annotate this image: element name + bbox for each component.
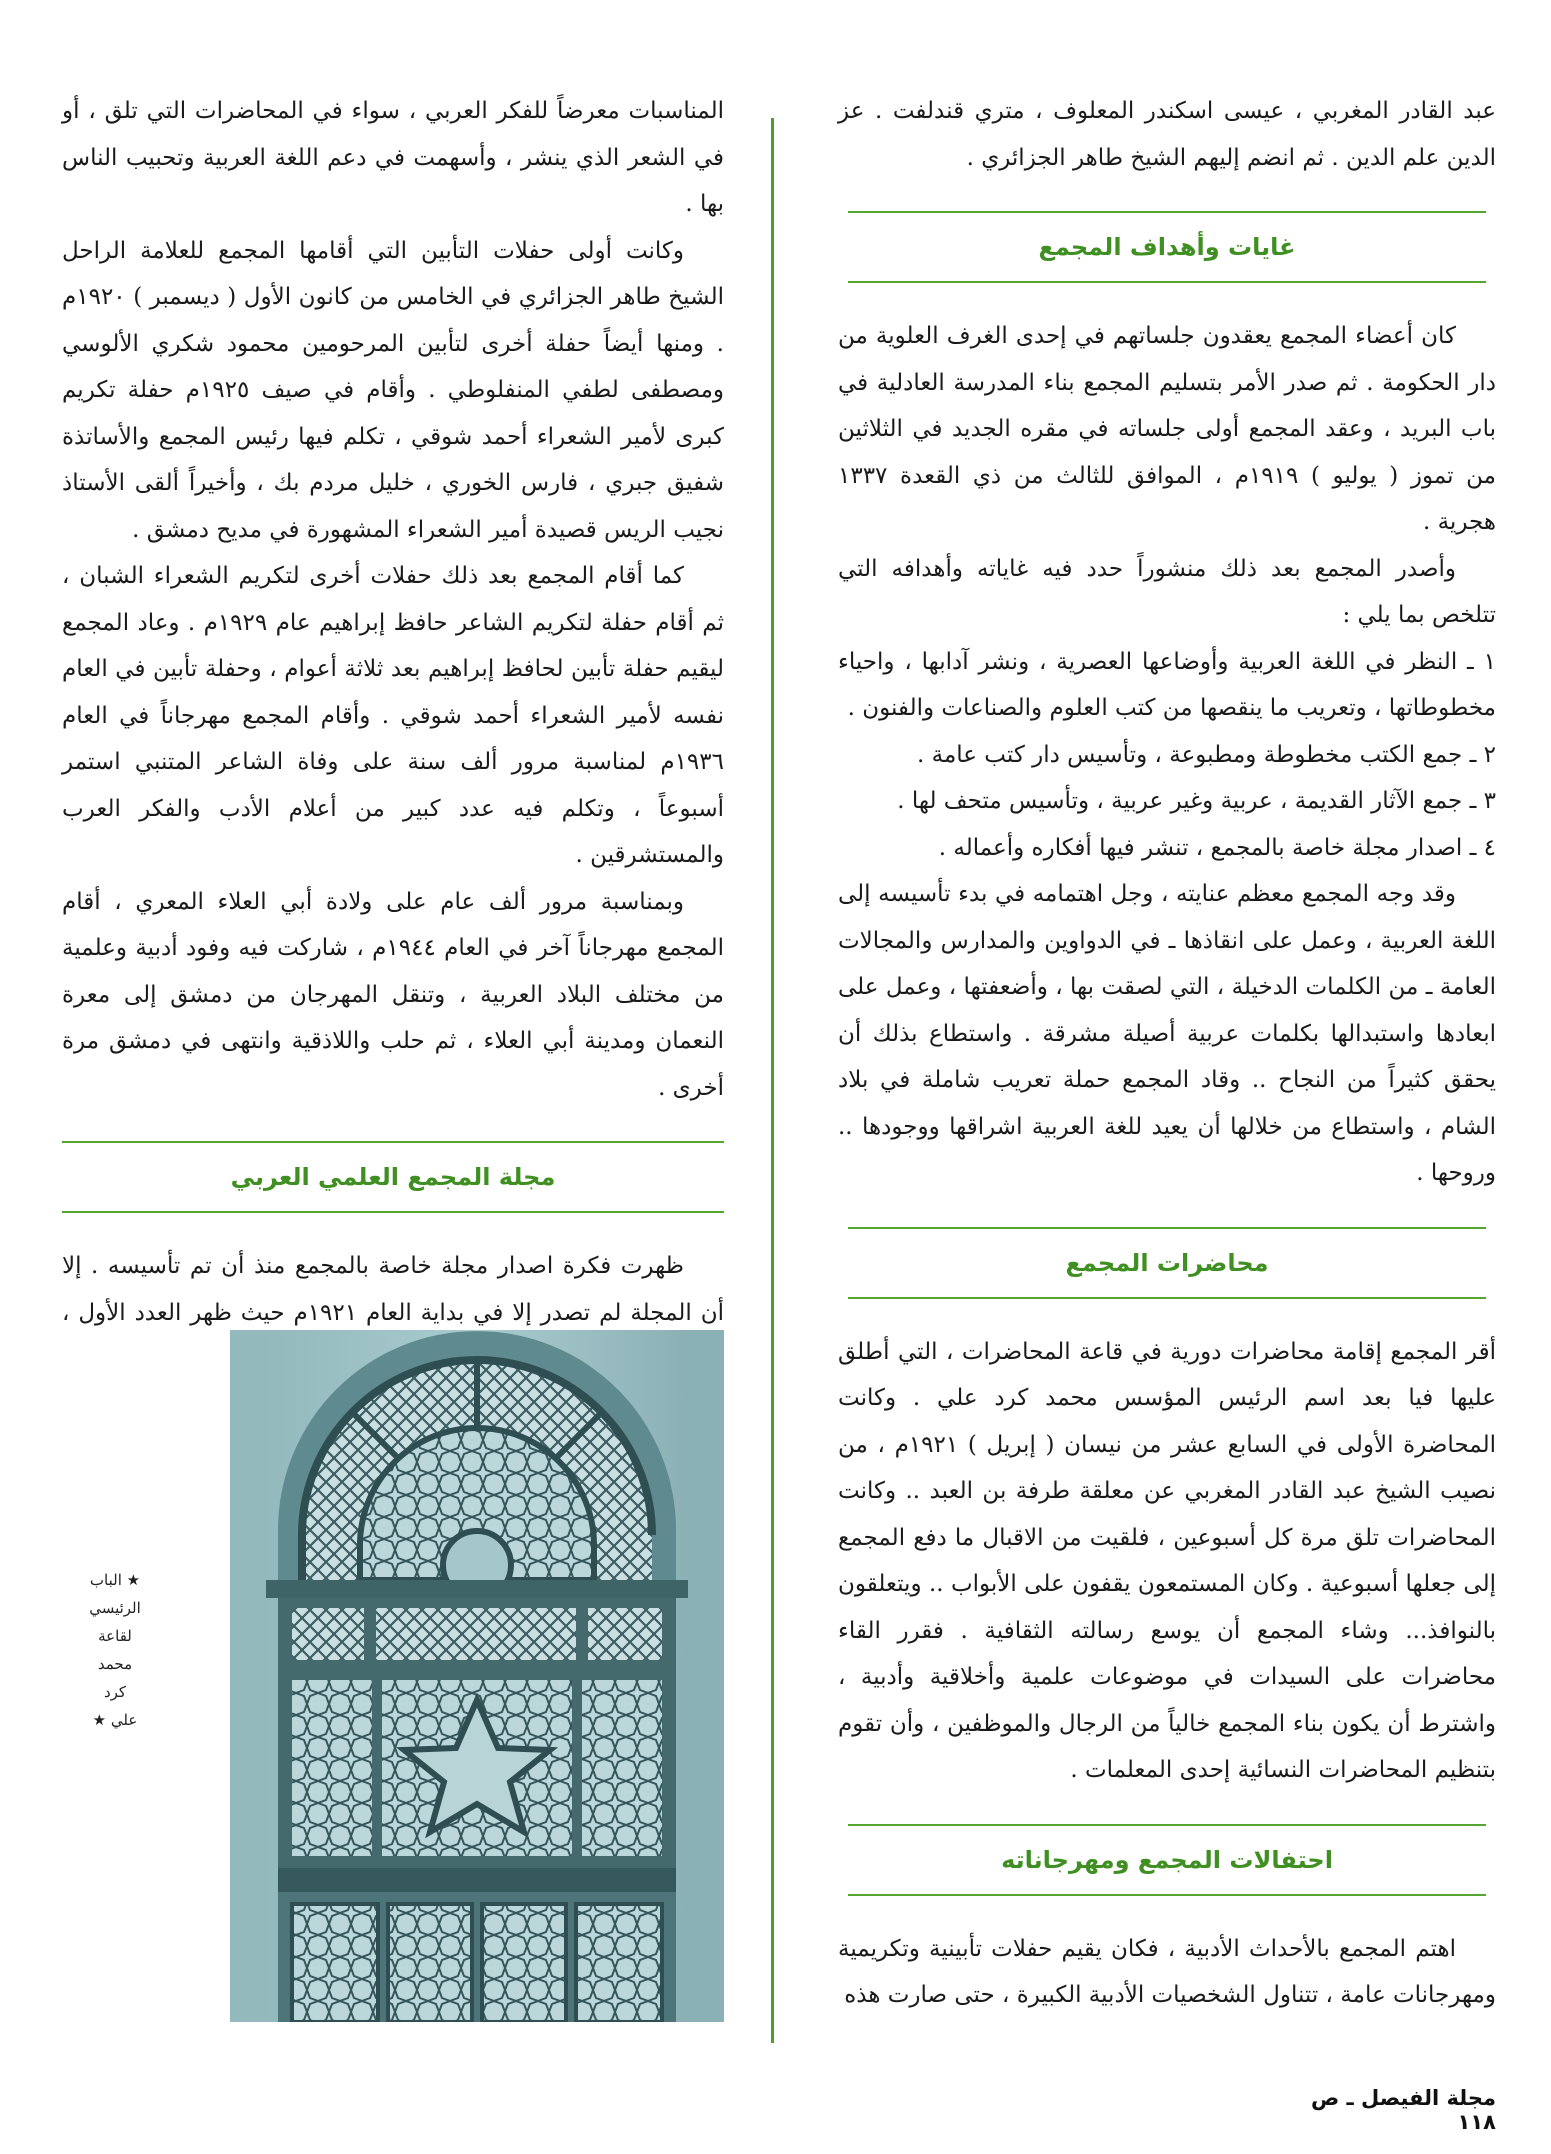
body-paragraph: كان أعضاء المجمع يعقدون جلساتهم في إحدى الغرف العلوية من دار الحكومة . ثم صدر الأمر بتسليم المجمع بناء المدرسة العادلية في باب البريد ، وعقد المجمع أولى جلساته في مقره الجديد في الثلاثين من تموز ( يوليو ) ١٩١٩م ، الموافق للثالث من ذي القعدة ١٣٣٧ هجرية . [838, 323, 1496, 535]
caption-line: ★ الباب [89, 1571, 141, 1589]
list-item: ٤ ـ اصدار مجلة خاصة بالمجمع ، تنشر فيها أفكاره وأعماله . [938, 834, 1496, 861]
list-item: ٣ ـ جمع الآثار القديمة ، عربية وغير عربية ، وتأسيس متحف لها . [897, 788, 1496, 814]
section-heading-lectures: محاضرات المجمع [848, 1227, 1486, 1299]
body-paragraph: المناسبات معرضاً للفكر العربي ، سواء في المحاضرات التي تلق ، أو في الشعر الذي ينشر ، وأسهمت في دعم اللغة العربية وتحبيب الناس بها . [62, 98, 724, 217]
left-column [62, 88, 724, 1383]
doorway-photo [230, 1330, 724, 2022]
photo-caption [78, 1566, 152, 1734]
body-paragraph: اهتم المجمع بالأحداث الأدبية ، فكان يقيم حفلات تأبينية وتكريمية ومهرجانات عامة ، تتناول الشخصيات الأدبية الكبيرة ، حتى صارت هذه [838, 1935, 1496, 2008]
section-heading-journal: مجلة المجمع العلمي العربي [62, 1141, 724, 1213]
section-heading-goals: غايات وأهداف المجمع [848, 211, 1486, 283]
body-paragraph: كما أقام المجمع بعد ذلك حفلات أخرى لتكريم الشعراء الشبان ، ثم أقام حفلة لتكريم الشاعر حافظ إبراهيم عام ١٩٢٩م . وعاد المجمع ليقيم حفلة تأبين لحافظ إبراهيم بعد ثلاثة أعوام ، وحفلة تأبين في العام نفسه لأمير الشعراء أحمد شوقي . وأقام المجمع مهرجاناً في العام ١٩٣٦م لمناسبة مرور ألف سنة على وفاة الشاعر المتنبي استمر أسبوعاً ، وتكلم فيه عدد كبير من أعلام الأدب والفكر العرب والمستشرقين . [62, 563, 724, 868]
caption-line: الرئيسي [89, 1599, 141, 1617]
body-paragraph: ظهرت فكرة اصدار مجلة خاصة بالمجمع منذ أن تم تأسيسه . إلا أن المجلة لم تصدر إلا في بداية العام ١٩٢١م حيث ظهر العدد الأول ، [62, 1253, 724, 1326]
right-column [838, 88, 1496, 2019]
caption-line: لقاعة [98, 1627, 132, 1645]
body-paragraph: وكانت أولى حفلات التأبين التي أقامها المجمع للعلامة الراحل الشيخ طاهر الجزائري في الخامس من كانون الأول ( ديسمبر ) ١٩٢٠م . ومنها أيضاً حفلة أخرى لتأبين المرحومين محمود شكري الألوسي ومصطفى لطفي المنفلوطي . وأقام في صيف ١٩٢٥م حفلة تكريم كبرى لأمير الشعراء أحمد شوقي ، تكلم فيها رئيس المجمع والأساتذة شفيق جبري ، فارس الخوري ، خليل مردم بك ، وأخيراً ألقى الأستاذ نجيب الريس قصيدة أمير الشعراء المشهورة في مديح دمشق . [62, 237, 724, 543]
list-item: ٢ ـ جمع الكتب مخطوطة ومطبوعة ، وتأسيس دار كتب عامة . [916, 741, 1496, 768]
intro-paragraph: عبد القادر المغربي ، عيسى اسكندر المعلوف ، متري قندلفت . عز الدين علم الدين . ثم انضم إليهم الشيخ طاهر الجزائري . [838, 98, 1496, 171]
column-divider [771, 118, 774, 2043]
section-heading-festivals: احتفالات المجمع ومهرجاناته [848, 1824, 1486, 1896]
body-paragraph: وبمناسبة مرور ألف عام على ولادة أبي العلاء المعري ، أقام المجمع مهرجاناً آخر في العام ١٩٤٤م ، شاركت فيه وفود أدبية وعلمية من مختلف البلاد العربية ، وتنقل المهرجان من دمشق إلى معرة النعمان ومدينة أبي العلاء ، ثم حلب واللاذقية وانتهى في دمشق مرة أخرى . [62, 888, 724, 1101]
caption-line: محمد [97, 1655, 133, 1673]
body-paragraph: أقر المجمع إقامة محاضرات دورية في قاعة المحاضرات ، التي أطلق عليها فيا بعد اسم الرئيس المؤسس محمد كرد علي . وكانت المحاضرة الأولى في السابع عشر من نيسان ( إبريل ) ١٩٢١م ، من نصيب الشيخ عبد القادر المغربي عن معلقة طرفة بن العبد .. وكانت المحاضرات تلق مرة كل أسبوعين ، فلقيت من الاقبال ما دفع المجمع إلى جعلها أسبوعية . وكان المستمعون يقفون على الأبواب .. ويتعلقون بالنوافذ... وشاء المجمع أن يوسع رسالته الثقافية . فقرر القاء محاضرات على السيدات في موضوعات علمية وأخلاقية وأدبية ، واشترط أن يكون بناء المجمع خالياً من الرجال والموظفين ، وأن تقوم بتنظيم المحاضرات النسائية إحدى المعلمات . [838, 1338, 1496, 1783]
page-footer: مجلة الفيصل ـ ص ١١٨ [1310, 2086, 1496, 2134]
body-paragraph: وقد وجه المجمع معظم عنايته ، وجل اهتمامه في بدء تأسيسه إلى اللغة العربية ، وعمل على انقاذها ـ في الدواوين والمدارس والمجالات العامة ـ من الكلمات الدخيلة ، التي لصقت بها ، وأضعفتها ، وعمل على ابعادها واستبدالها بكلمات عربية أصيلة مشرقة . واستطاع بذلك أن يحقق كثيراً من النجاح .. وقاد المجمع حملة تعريب شاملة في بلاد الشام ، واستطاع من خلالها أن يعيد للغة العربية اشراقها ووجودها .. وروحها . [838, 881, 1496, 1186]
body-paragraph: وأصدر المجمع بعد ذلك منشوراً حدد فيه غاياته وأهدافه التي تتلخص بما يلي : [838, 555, 1496, 628]
caption-line: كرد [103, 1683, 127, 1701]
list-item: ١ ـ النظر في اللغة العربية وأوضاعها العصرية ، ونشر آدابها ، واحياء مخطوطاتها ، وتعريب ما ينقصها من كتب العلوم والصناعات والفنون . [838, 648, 1496, 721]
caption-line: علي ★ [92, 1711, 138, 1729]
